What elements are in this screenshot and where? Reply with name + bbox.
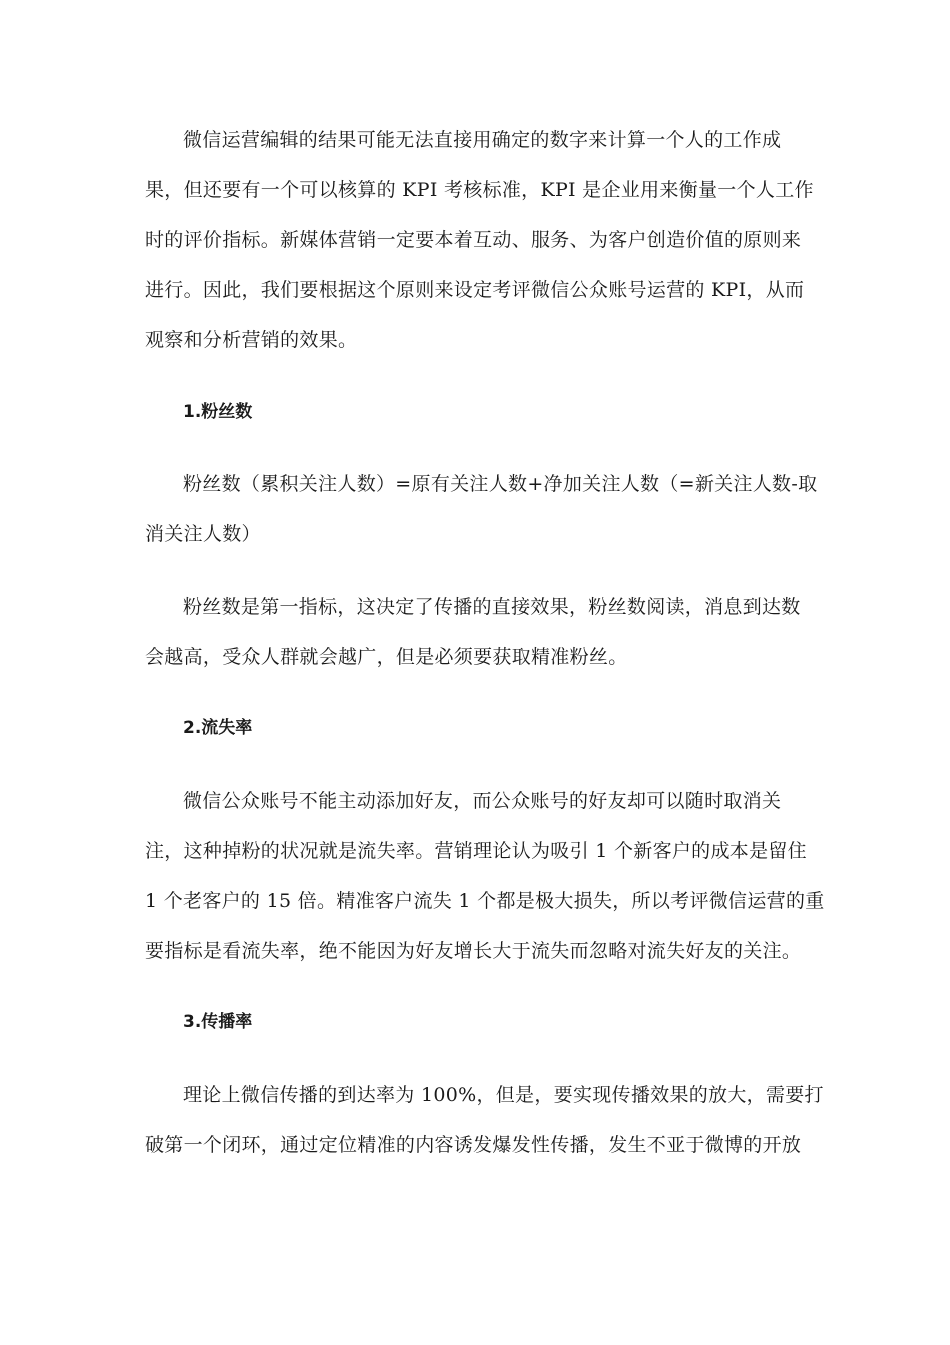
fans-paragraph-line-2: 会越高，受众人群就会越广，但是必须要获取精准粉丝。 <box>145 646 628 668</box>
intro-paragraph-line-3: 时的评价指标。新媒体营销一定要本着互动、服务、为客户创造价值的原则来 <box>145 229 802 251</box>
fans-formula-line-1: 粉丝数（累积关注人数）=原有关注人数+净加关注人数（=新关注人数-取 <box>183 473 818 495</box>
churn-paragraph-line-4: 要指标是看流失率，绝不能因为好友增长大于流失而忽略对流失好友的关注。 <box>145 940 802 962</box>
section-heading-spread: 3.传播率 <box>183 1012 253 1032</box>
intro-paragraph-line-5: 观察和分析营销的效果。 <box>145 329 358 351</box>
section-heading-churn: 2.流失率 <box>183 718 253 738</box>
spread-paragraph-line-2: 破第一个闭环，通过定位精准的内容诱发爆发性传播，发生不亚于微博的开放 <box>145 1134 802 1156</box>
intro-paragraph-line-4: 进行。因此，我们要根据这个原则来设定考评微信公众账号运营的 KPI，从而 <box>145 279 805 301</box>
spread-paragraph-line-1: 理论上微信传播的到达率为 100%，但是，要实现传播效果的放大，需要打 <box>183 1084 824 1106</box>
fans-paragraph-line-1: 粉丝数是第一指标，这决定了传播的直接效果，粉丝数阅读，消息到达数 <box>183 596 801 618</box>
fans-formula-line-2: 消关注人数） <box>145 523 261 545</box>
intro-paragraph-line-2: 果，但还要有一个可以核算的 KPI 考核标准，KPI 是企业用来衡量一个人工作 <box>145 179 814 201</box>
churn-paragraph-line-3: 1 个老客户的 15 倍。精准客户流失 1 个都是极大损失，所以考评微信运营的重 <box>145 890 825 912</box>
section-heading-fans: 1.粉丝数 <box>183 402 253 422</box>
intro-paragraph-line-1: 微信运营编辑的结果可能无法直接用确定的数字来计算一个人的工作成 <box>183 129 782 151</box>
churn-paragraph-line-2: 注，这种掉粉的状况就是流失率。营销理论认为吸引 1 个新客户的成本是留住 <box>145 840 807 862</box>
churn-paragraph-line-1: 微信公众账号不能主动添加好友，而公众账号的好友却可以随时取消关 <box>183 790 782 812</box>
